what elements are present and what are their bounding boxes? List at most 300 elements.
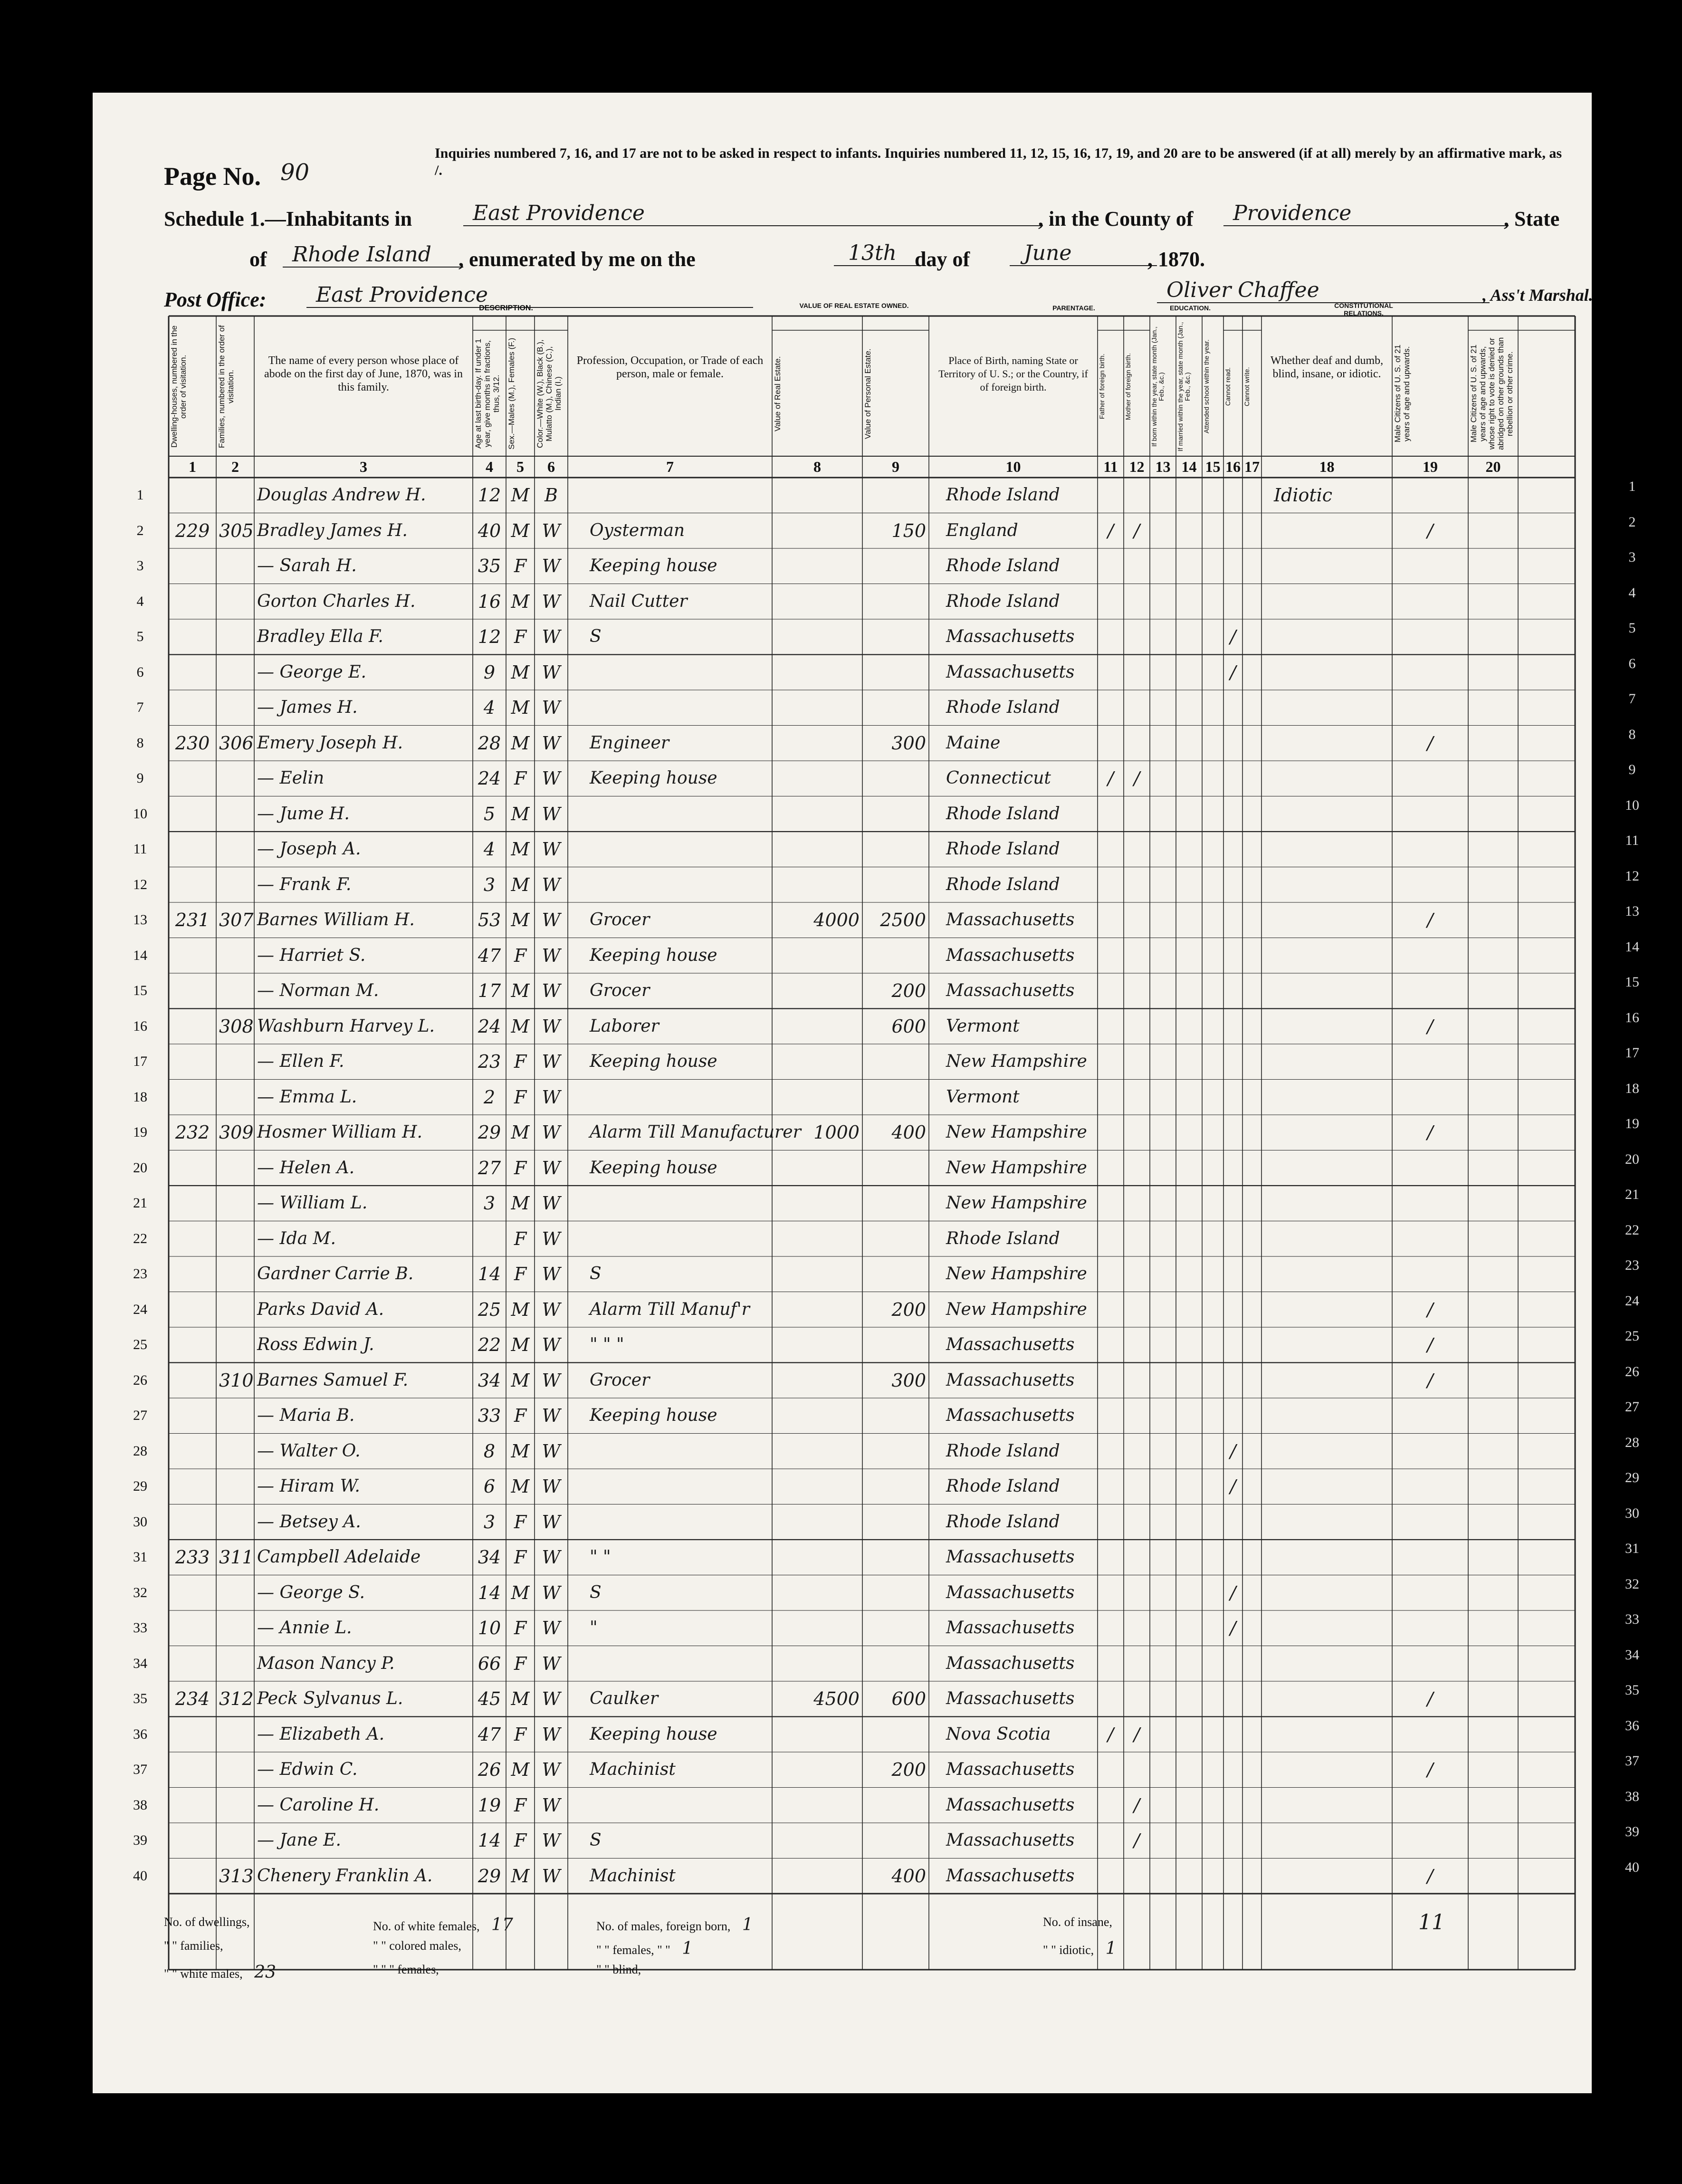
- sex: M: [511, 874, 530, 895]
- color: W: [542, 1476, 561, 1497]
- male-citizen: /: [1427, 1759, 1434, 1780]
- schedule-label: Schedule 1.—Inhabitants in: [164, 207, 412, 230]
- column-header-3: The name of every person whose place of abode on the first day of June, 1870, was in this family.: [264, 354, 463, 393]
- column-number-13: 13: [1155, 458, 1171, 475]
- sex: M: [511, 839, 530, 860]
- sex: F: [514, 945, 527, 966]
- occupation: Grocer: [590, 1370, 650, 1390]
- sex: F: [514, 1618, 527, 1638]
- family-number: 306: [219, 732, 254, 754]
- mother-foreign: /: [1134, 1724, 1140, 1745]
- birthplace: Massachusetts: [946, 945, 1075, 965]
- age: 9: [483, 661, 496, 683]
- color: W: [542, 1618, 561, 1638]
- occupation: S: [590, 1582, 602, 1602]
- white-females-total: [373, 1915, 513, 1935]
- birthplace: Rhode Island: [946, 1228, 1060, 1248]
- margin-row-number: 28: [1625, 1434, 1639, 1450]
- column-header-6: Color.—White (W.), Black (B.), Mulatto (M.), Chinese (C.), Indian (I.): [535, 339, 563, 448]
- sex: M: [511, 485, 530, 506]
- person-name: Bradley Ella F.: [257, 627, 383, 646]
- family-number: 310: [219, 1370, 254, 1391]
- margin-row-number: 33: [1625, 1611, 1639, 1627]
- margin-row-number: 4: [1628, 584, 1636, 601]
- birthplace: Connecticut: [946, 768, 1051, 788]
- sex: M: [511, 1015, 530, 1037]
- male-citizen: /: [1427, 732, 1434, 754]
- white-males-label: " " white males,: [164, 1967, 243, 1981]
- sex: M: [511, 520, 530, 541]
- occupation: Keeping house: [590, 768, 717, 788]
- margin-row-number: 27: [1625, 1399, 1639, 1415]
- margin-row-number: 17: [1625, 1045, 1639, 1061]
- sex: F: [514, 768, 527, 789]
- colored-males-label: " " colored males,: [373, 1939, 461, 1953]
- birthplace: Rhode Island: [946, 556, 1060, 575]
- column-header-15: Attended school within the year.: [1203, 339, 1210, 434]
- male-citizen: /: [1427, 1299, 1434, 1320]
- column-header-19: Male Citizens of U. S. of 21 years of age and upwards.: [1393, 345, 1411, 443]
- age: 5: [483, 803, 496, 824]
- sex: M: [511, 1688, 530, 1709]
- column-number-5: 5: [516, 458, 524, 475]
- personal-estate-value: 400: [891, 1865, 926, 1887]
- sex: M: [511, 1759, 530, 1780]
- birthplace: New Hampshire: [946, 1052, 1087, 1071]
- margin-row-number: 5: [1628, 620, 1636, 636]
- personal-estate-value: 200: [891, 1299, 926, 1320]
- person-name: Douglas Andrew H.: [257, 485, 426, 505]
- occupation: Grocer: [590, 981, 650, 1000]
- color: W: [542, 1830, 561, 1851]
- age: 35: [478, 556, 501, 576]
- occupation: Keeping house: [590, 945, 717, 965]
- color: W: [542, 1547, 561, 1568]
- row-number: 19: [133, 1124, 147, 1140]
- person-name: Hosmer William H.: [257, 1122, 422, 1142]
- age: 23: [478, 1051, 501, 1072]
- birthplace: Rhode Island: [946, 591, 1060, 611]
- male-citizen: /: [1427, 1122, 1434, 1143]
- person-name: Chenery Franklin A.: [257, 1866, 433, 1886]
- occupation: Keeping house: [590, 1158, 717, 1178]
- row-number: 22: [133, 1230, 147, 1246]
- person-name: Mason Nancy P.: [257, 1653, 395, 1673]
- row-number: 24: [133, 1301, 147, 1317]
- row-number: 40: [133, 1868, 147, 1884]
- attended-school: /: [1230, 626, 1236, 647]
- margin-row-number: 16: [1625, 1009, 1639, 1025]
- birthplace: Vermont: [946, 1087, 1020, 1107]
- color: W: [542, 732, 561, 754]
- row-number: 39: [133, 1832, 147, 1848]
- sex: F: [514, 1228, 527, 1249]
- post-office-value: East Providence: [306, 283, 753, 308]
- age: 25: [478, 1299, 501, 1320]
- colored-females-label: " " " females,: [373, 1963, 439, 1976]
- birthplace: Rhode Island: [946, 874, 1060, 894]
- color: W: [542, 1865, 561, 1887]
- person-name: — Joseph A.: [257, 839, 361, 859]
- sex: F: [514, 1086, 527, 1108]
- occupation: Machinist: [590, 1866, 676, 1886]
- person-name: — Frank F.: [257, 874, 352, 894]
- family-number: 308: [219, 1015, 254, 1037]
- attended-school: /: [1230, 1440, 1236, 1462]
- margin-row-number: 10: [1625, 797, 1639, 813]
- father-foreign: /: [1108, 1724, 1114, 1745]
- dwelling-number: 234: [175, 1688, 210, 1709]
- column-header-9: Value of Personal Estate.: [863, 348, 872, 439]
- male-citizen: /: [1427, 1370, 1434, 1391]
- age: 24: [478, 768, 501, 789]
- male-citizen: /: [1427, 1015, 1434, 1037]
- color: W: [542, 874, 561, 895]
- row-number: 9: [136, 770, 144, 786]
- age: 4: [483, 697, 496, 718]
- column-number-20: 20: [1485, 458, 1501, 475]
- row-number: 26: [133, 1372, 147, 1388]
- person-name: Emery Joseph H.: [257, 733, 403, 753]
- white-males-total: [164, 1963, 276, 1982]
- birthplace: Rhode Island: [946, 839, 1060, 859]
- color: W: [542, 1405, 561, 1426]
- census-sheet: [93, 93, 1592, 2093]
- month-value: June: [1010, 241, 1157, 266]
- color: W: [542, 1086, 561, 1108]
- age: 33: [478, 1405, 501, 1426]
- person-name: — George E.: [257, 662, 366, 682]
- birthplace: Massachusetts: [946, 1830, 1075, 1850]
- foreign-females-value: 1: [682, 1939, 693, 1958]
- sex: M: [511, 803, 530, 824]
- row-number: 20: [133, 1159, 147, 1176]
- row-number: 36: [133, 1726, 147, 1742]
- birthplace: Massachusetts: [946, 981, 1075, 1000]
- attended-school: /: [1230, 1582, 1236, 1603]
- row-number: 13: [133, 912, 147, 928]
- birthplace: Nova Scotia: [946, 1724, 1051, 1744]
- age: 3: [483, 1511, 496, 1533]
- column-number-12: 12: [1129, 458, 1145, 475]
- foreign-born-label: No. of males, foreign born,: [596, 1919, 731, 1933]
- age: 22: [478, 1334, 501, 1355]
- occupation: Alarm Till Manuf'r: [590, 1299, 750, 1319]
- birthplace: Massachusetts: [946, 1795, 1075, 1815]
- occupation: ": [590, 1618, 598, 1638]
- white-males-value: 23: [254, 1963, 276, 1982]
- row-number: 38: [133, 1797, 147, 1813]
- row-number: 34: [133, 1655, 147, 1671]
- row-number: 2: [136, 522, 144, 538]
- age: 40: [478, 520, 501, 541]
- birthplace: Massachusetts: [946, 1689, 1075, 1708]
- margin-row-number: 18: [1625, 1080, 1639, 1096]
- row-number: 25: [133, 1337, 147, 1352]
- sex: M: [511, 732, 530, 754]
- age: 3: [483, 874, 496, 895]
- sex: M: [511, 1193, 530, 1214]
- male-citizen: /: [1427, 1334, 1434, 1355]
- person-name: — Betsey A.: [257, 1512, 361, 1532]
- column-number-19: 19: [1423, 458, 1438, 475]
- state-value: Rhode Island: [283, 242, 463, 268]
- male-citizen: /: [1427, 520, 1434, 541]
- margin-row-number: 22: [1625, 1222, 1639, 1238]
- birthplace: New Hampshire: [946, 1158, 1087, 1178]
- sex: M: [511, 1582, 530, 1603]
- sex: M: [511, 1476, 530, 1497]
- row-number: 11: [133, 841, 147, 857]
- age: 34: [478, 1370, 501, 1391]
- occupation: Machinist: [590, 1760, 676, 1779]
- column-header-2: Families, numbered in the order of visitation.: [217, 325, 235, 448]
- personal-estate-value: 600: [891, 1688, 926, 1709]
- person-name: — James H.: [257, 698, 358, 717]
- of-label: of: [249, 248, 267, 271]
- occupation: " " ": [590, 1335, 624, 1354]
- sex: F: [514, 1405, 527, 1426]
- row-number: 31: [133, 1549, 147, 1565]
- birthplace: Massachusetts: [946, 1653, 1075, 1673]
- person-name: — George S.: [257, 1582, 365, 1602]
- sex: M: [511, 910, 530, 930]
- sex: M: [511, 1440, 530, 1462]
- birthplace: Maine: [946, 733, 1001, 753]
- margin-row-number: 25: [1625, 1328, 1639, 1344]
- margin-row-number: 1: [1628, 479, 1636, 494]
- real-estate-value: 4000: [813, 910, 860, 930]
- color: W: [542, 1724, 561, 1745]
- margin-row-number: 36: [1625, 1717, 1639, 1734]
- sex: F: [514, 1653, 527, 1674]
- person-name: Gardner Carrie B.: [257, 1264, 414, 1284]
- year-label: , 1870.: [1147, 248, 1205, 271]
- margin-row-number: 26: [1625, 1363, 1639, 1379]
- mother-foreign: /: [1134, 1794, 1140, 1816]
- column-number-1: 1: [189, 458, 196, 475]
- margin-row-number: 12: [1625, 868, 1639, 884]
- occupation: S: [590, 1830, 602, 1850]
- age: 3: [483, 1193, 496, 1214]
- family-number: 305: [219, 520, 254, 541]
- margin-row-number: 39: [1625, 1824, 1639, 1839]
- age: 28: [478, 732, 501, 754]
- idiotic-total: [1043, 1939, 1117, 1958]
- sex: M: [511, 1299, 530, 1320]
- row-number: 15: [133, 983, 147, 998]
- age: 34: [478, 1547, 501, 1568]
- column-number-16: 16: [1225, 458, 1241, 475]
- age: 2: [483, 1086, 496, 1108]
- sex: F: [514, 1794, 527, 1816]
- age: 47: [478, 945, 501, 966]
- column-number-14: 14: [1181, 458, 1197, 475]
- family-number: 313: [219, 1865, 254, 1887]
- column-number-10: 10: [1005, 458, 1021, 475]
- age: 12: [478, 626, 501, 647]
- occupation: Caulker: [590, 1689, 659, 1708]
- birthplace: New Hampshire: [946, 1299, 1087, 1319]
- sex: M: [511, 1122, 530, 1143]
- column-number-7: 7: [666, 458, 674, 475]
- age: 29: [478, 1865, 501, 1887]
- white-females-value: 17: [491, 1915, 513, 1935]
- column-number-17: 17: [1244, 458, 1260, 475]
- person-name: — Walter O.: [257, 1441, 361, 1461]
- person-name: — Edwin C.: [257, 1760, 358, 1779]
- birthplace: Massachusetts: [946, 910, 1075, 929]
- sex: F: [514, 1511, 527, 1533]
- color: W: [542, 1228, 561, 1249]
- margin-row-number: 29: [1625, 1470, 1639, 1485]
- column-header-13: If born within the year, state month (Jan., Feb., &c.): [1150, 326, 1165, 447]
- sex: F: [514, 1547, 527, 1568]
- color: W: [542, 1511, 561, 1533]
- color: W: [542, 803, 561, 824]
- row-number: 37: [133, 1762, 147, 1777]
- mother-foreign: /: [1134, 768, 1140, 789]
- family-number: 309: [219, 1122, 254, 1143]
- dwellings-total: [164, 1915, 250, 1929]
- person-name: — William L.: [257, 1193, 368, 1213]
- person-name: — Sarah H.: [257, 556, 357, 575]
- age: 8: [483, 1440, 496, 1462]
- birthplace: Massachusetts: [946, 1547, 1075, 1567]
- sex: F: [514, 1724, 527, 1745]
- male-citizen: /: [1427, 910, 1434, 930]
- person-name: — Maria B.: [257, 1406, 355, 1425]
- column-number-3: 3: [360, 458, 367, 475]
- birthplace: Massachusetts: [946, 1582, 1075, 1602]
- color: W: [542, 1334, 561, 1355]
- color: W: [542, 1193, 561, 1214]
- person-name: Ross Edwin J.: [257, 1335, 374, 1354]
- colored-males-total: [373, 1939, 461, 1953]
- person-name: Campbell Adelaide: [257, 1547, 421, 1567]
- birthplace: Massachusetts: [946, 662, 1075, 682]
- age: 14: [478, 1264, 501, 1284]
- margin-row-number: 3: [1628, 549, 1636, 565]
- age: 4: [483, 839, 496, 860]
- birthplace: New Hampshire: [946, 1264, 1087, 1284]
- state-label: , State: [1504, 207, 1560, 230]
- person-name: — Ida M.: [257, 1228, 336, 1248]
- margin-row-number: 14: [1625, 939, 1639, 955]
- margin-row-number: 6: [1628, 655, 1636, 671]
- sex: F: [514, 1264, 527, 1284]
- row-number: 5: [136, 629, 144, 644]
- row-number: 30: [133, 1513, 147, 1530]
- row-number: 1: [136, 487, 144, 503]
- color: W: [542, 1582, 561, 1603]
- description-group-header: DESCRIPTION.: [479, 304, 533, 312]
- color: W: [542, 980, 561, 1001]
- birthplace: Massachusetts: [946, 1618, 1075, 1638]
- father-foreign: /: [1108, 520, 1114, 541]
- day-value: 13th: [834, 241, 919, 266]
- sex: M: [511, 1334, 530, 1355]
- margin-row-number: 2: [1628, 514, 1636, 530]
- margin-row-number: 11: [1625, 833, 1639, 848]
- row-number: 35: [133, 1691, 147, 1706]
- dwelling-number: 233: [175, 1547, 210, 1568]
- occupation: Oysterman: [590, 520, 685, 540]
- row-number: 7: [136, 699, 144, 715]
- constitutional-group-header: CONSTITUTIONAL RELATIONS.: [1334, 302, 1393, 317]
- row-number: 16: [133, 1018, 147, 1034]
- column-header-17: Cannot write.: [1243, 367, 1251, 406]
- birthplace: New Hampshire: [946, 1193, 1087, 1213]
- personal-estate-value: 200: [891, 980, 926, 1001]
- row-number: 12: [133, 876, 147, 892]
- age: 10: [478, 1618, 501, 1638]
- color: W: [542, 945, 561, 966]
- post-office-label: Post Office:: [164, 288, 267, 311]
- male-citizen: /: [1427, 1865, 1434, 1887]
- person-name: Peck Sylvanus L.: [257, 1689, 403, 1708]
- age: 16: [478, 591, 501, 612]
- person-name: Barnes Samuel F.: [257, 1370, 409, 1390]
- person-name: Gorton Charles H.: [257, 591, 416, 611]
- occupation: Nail Cutter: [590, 591, 688, 611]
- citizens-total: 11: [1418, 1910, 1445, 1935]
- dwelling-number: 231: [175, 910, 210, 930]
- insane-label: No. of insane,: [1043, 1915, 1112, 1929]
- birthplace: Massachusetts: [946, 1406, 1075, 1425]
- person-name: — Emma L.: [257, 1087, 357, 1107]
- row-number: 14: [133, 947, 147, 963]
- colored-females-total: [373, 1963, 439, 1977]
- birthplace: Rhode Island: [946, 1441, 1060, 1461]
- margin-row-number: 30: [1625, 1505, 1639, 1521]
- occupation: Engineer: [590, 733, 669, 753]
- column-header-10: Place of Birth, naming State or Territory of U. S.; or the Country, if of foreign birth.: [938, 354, 1088, 393]
- margin-row-number: 31: [1625, 1541, 1639, 1556]
- color: W: [542, 661, 561, 683]
- row-number: 6: [136, 664, 144, 680]
- county-value: Providence: [1223, 201, 1509, 226]
- color: W: [542, 1051, 561, 1072]
- color: W: [542, 1653, 561, 1674]
- margin-row-number: 20: [1625, 1151, 1639, 1167]
- foreign-born-females-total: [596, 1939, 693, 1958]
- color: W: [542, 1794, 561, 1816]
- margin-row-number: 13: [1625, 903, 1639, 919]
- occupation: Alarm Till Manufacturer: [590, 1122, 801, 1142]
- person-name: — Elizabeth A.: [257, 1724, 385, 1744]
- personal-estate-value: 300: [891, 732, 926, 754]
- marshal-label: , Ass't Marshal.: [1482, 286, 1593, 305]
- margin-row-number: 34: [1625, 1647, 1639, 1663]
- sex: M: [511, 591, 530, 612]
- column-header-7: Profession, Occupation, or Trade of each person, male or female.: [576, 354, 764, 380]
- color: W: [542, 591, 561, 612]
- birthplace: Massachusetts: [946, 1370, 1075, 1390]
- birthplace: Massachusetts: [946, 627, 1075, 646]
- birthplace: Rhode Island: [946, 698, 1060, 717]
- township-value: East Providence: [463, 201, 1043, 226]
- color: W: [542, 1440, 561, 1462]
- attended-school: /: [1230, 1476, 1236, 1497]
- foreign-born-value: 1: [742, 1915, 753, 1935]
- sex: F: [514, 1157, 527, 1178]
- age: 17: [478, 980, 501, 1001]
- family-number: 307: [219, 910, 254, 930]
- occupation: Keeping house: [590, 1052, 717, 1071]
- birthplace: Rhode Island: [946, 485, 1060, 505]
- education-group-header: EDUCATION.: [1169, 304, 1211, 312]
